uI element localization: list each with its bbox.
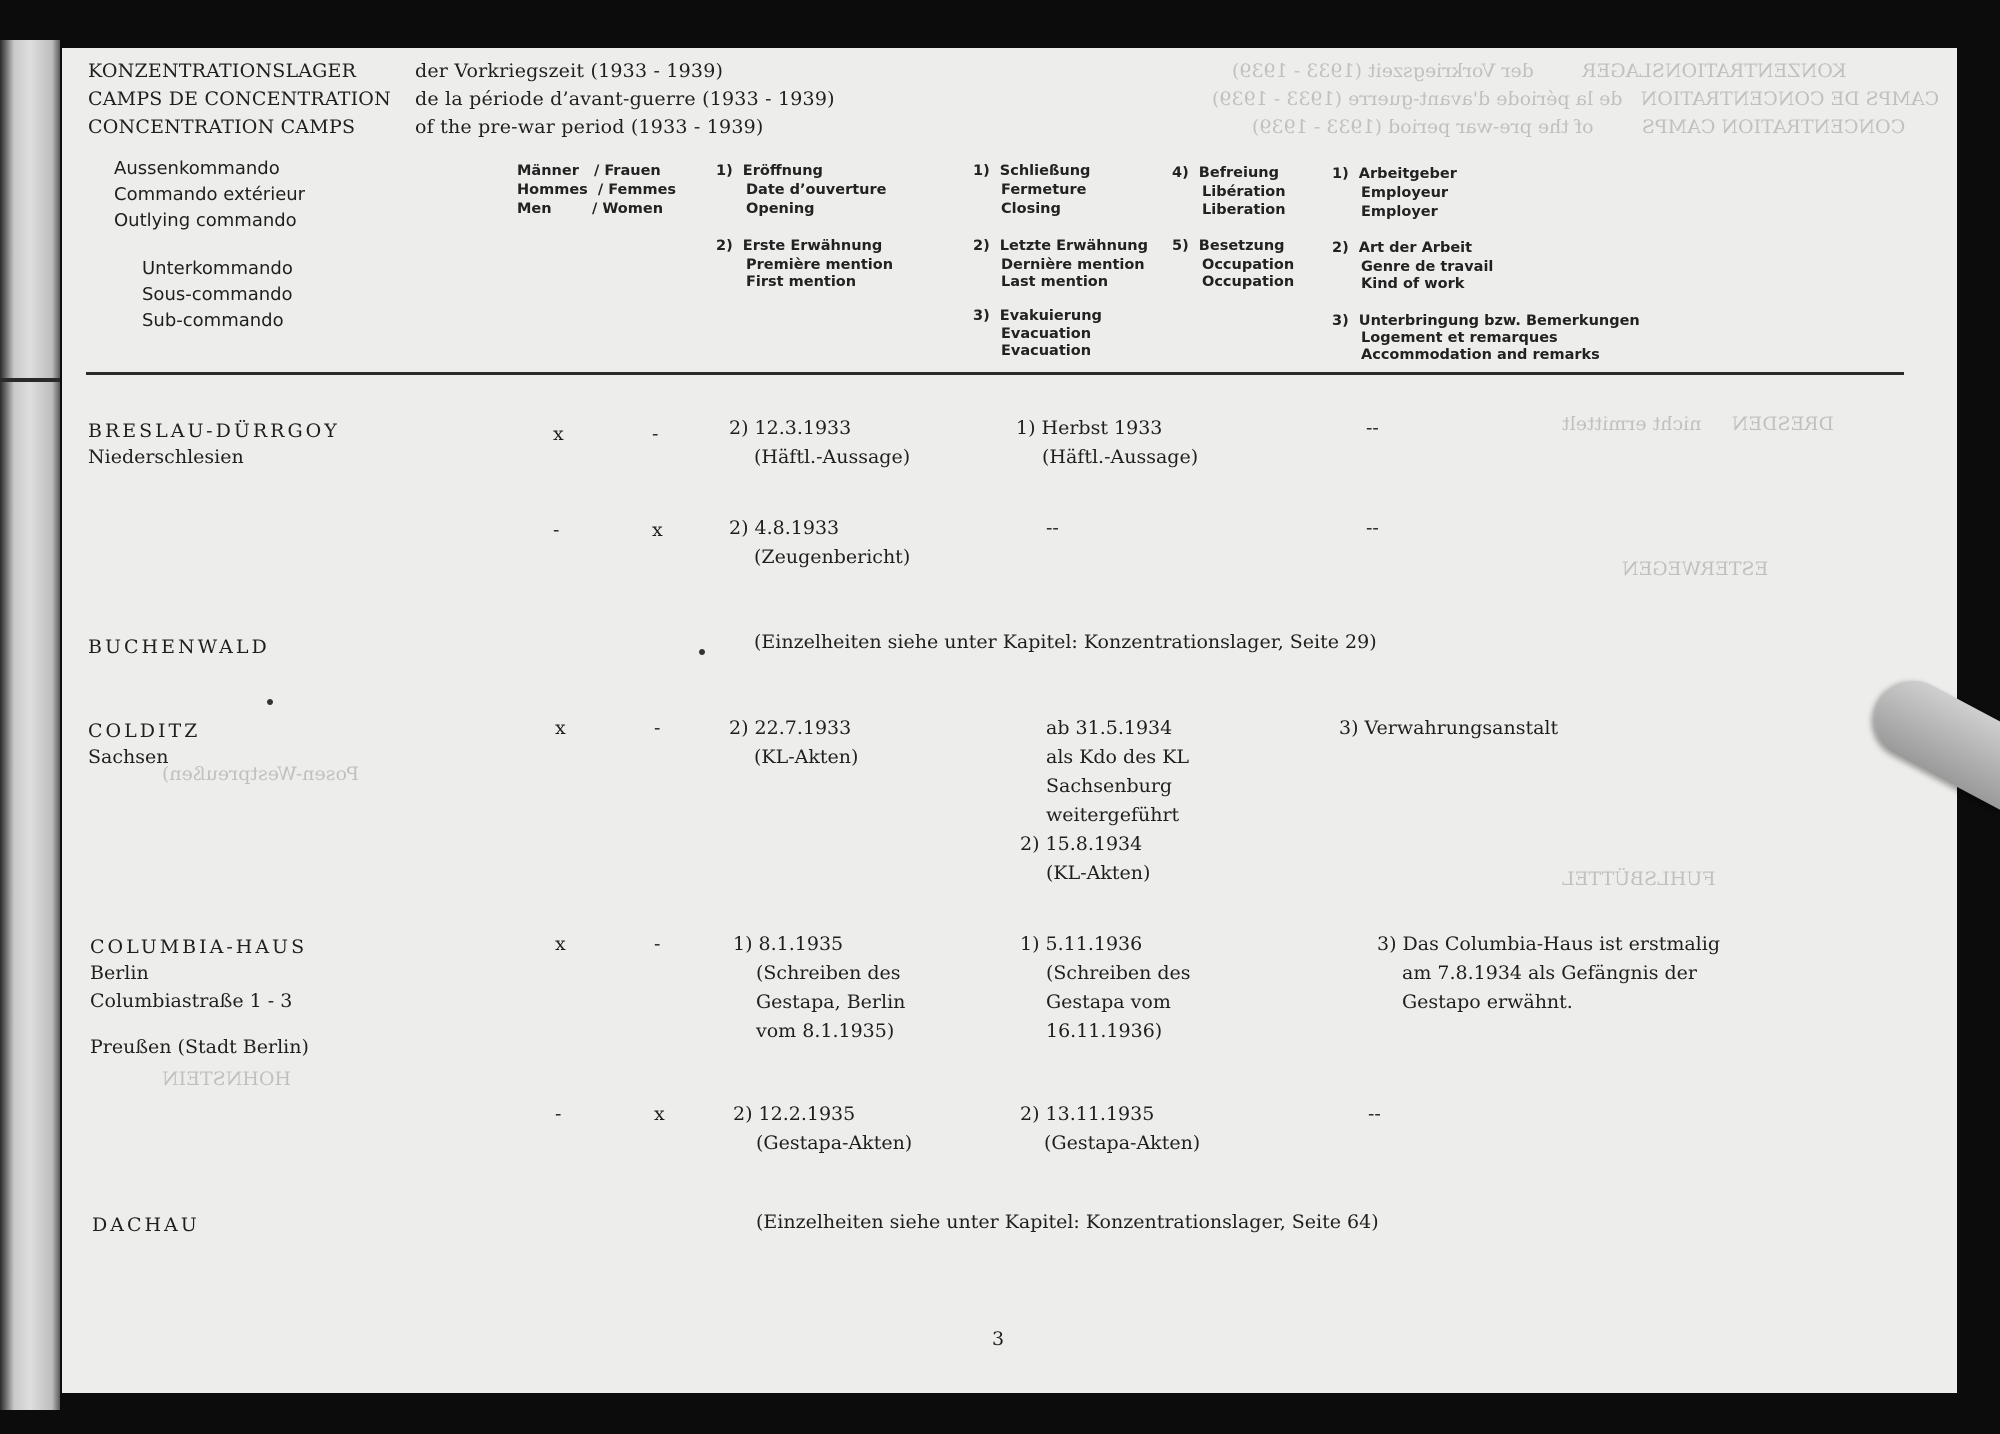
- legend-liberation-en: Liberation: [1202, 202, 1286, 218]
- remarks-line: --: [1366, 417, 1379, 439]
- legend-work-de: 2) Art der Arbeit: [1332, 240, 1473, 256]
- legend-liberation-fr: Libération: [1202, 184, 1286, 200]
- legend-work-fr: Genre de travail: [1361, 259, 1494, 275]
- remarks-line: --: [1366, 517, 1379, 539]
- binding-divider: [0, 378, 60, 382]
- men-mark: x: [553, 423, 564, 445]
- legend-remarks-en: Accommodation and remarks: [1361, 347, 1600, 363]
- legend-sub-de: Unterkommando: [142, 258, 293, 279]
- legend-occupation-fr: Occupation: [1202, 257, 1295, 273]
- legend-employer-de: 1) Arbeitgeber: [1332, 166, 1457, 182]
- closing-source: (Schreiben des: [1046, 962, 1191, 984]
- legend-sub-en: Sub-commando: [142, 310, 284, 331]
- book-binding: [0, 40, 60, 1410]
- women-mark: -: [654, 933, 661, 955]
- closing-line: ab 31.5.1934: [1046, 717, 1173, 739]
- legend-remarks-de: 3) Unterbringung bzw. Bemerkungen: [1332, 313, 1640, 329]
- legend-closing-de: 1) Schließung: [973, 163, 1091, 179]
- legend-opening-en: Opening: [746, 201, 815, 217]
- closing-source: (Häftl.-Aussage): [1042, 446, 1199, 468]
- legend-evacuation-en: Evacuation: [1001, 343, 1092, 359]
- remarks-line: am 7.8.1934 als Gefängnis der: [1402, 962, 1698, 984]
- opening-line: 2) 22.7.1933: [729, 717, 852, 739]
- men-mark: -: [555, 1103, 562, 1125]
- last-mention-line: 2) 15.8.1934: [1020, 833, 1143, 855]
- bleed-through-text: KONZENTRATIONSLAGER der Vorkriegszeit (1933 - 1939): [1232, 60, 1847, 82]
- legend-outlying-de: Aussenkommando: [114, 158, 280, 179]
- men-mark: x: [555, 717, 566, 739]
- header-rule: [86, 372, 1904, 375]
- legend-employer-en: Employer: [1361, 204, 1438, 220]
- closing-line: Sachsenburg: [1046, 775, 1173, 797]
- legend-closing-fr: Fermeture: [1001, 182, 1087, 198]
- opening-source: (KL-Akten): [754, 746, 859, 768]
- opening-line: 1) 8.1.1935: [733, 933, 844, 955]
- closing-line: 1) 5.11.1936: [1020, 933, 1143, 955]
- opening-source: (Zeugenbericht): [754, 546, 911, 568]
- bleed-through-text: HOHNSTEIN: [162, 1068, 292, 1090]
- legend-last-mention-en: Last mention: [1001, 274, 1109, 290]
- men-mark: x: [555, 933, 566, 955]
- closing-source: (Gestapa-Akten): [1044, 1132, 1201, 1154]
- period-fr: de la période d’avant-guerre (1933 - 1939): [415, 88, 835, 110]
- remarks-line: 3) Verwahrungsanstalt: [1339, 717, 1559, 739]
- bleed-through-text: CAMPS DE CONCENTRATION de la période d'avant-guerre (1933 - 1939): [1212, 88, 1940, 110]
- opening-source: (Gestapa-Akten): [756, 1132, 913, 1154]
- legend-gender-en: Men / Women: [517, 201, 664, 217]
- legend-sub-fr: Sous-commando: [142, 284, 293, 305]
- opening-source: Gestapa, Berlin: [756, 991, 906, 1013]
- closing-line: als Kdo des KL: [1046, 746, 1190, 768]
- page-number: 3: [992, 1328, 1005, 1350]
- speck: [267, 699, 273, 705]
- women-mark: -: [652, 423, 659, 445]
- legend-gender-fr: Hommes / Femmes: [517, 182, 677, 198]
- women-mark: x: [654, 1103, 665, 1125]
- legend-first-mention-en: First mention: [746, 274, 857, 290]
- legend-first-mention-fr: Première mention: [746, 257, 894, 273]
- legend-opening-fr: Date d’ouverture: [746, 182, 887, 198]
- camp-region-columbia-haus: Berlin: [90, 962, 149, 984]
- camp-region-breslau: Niederschlesien: [88, 446, 244, 468]
- women-mark: -: [654, 717, 661, 739]
- legend-last-mention-de: 2) Letzte Erwähnung: [973, 238, 1148, 254]
- legend-liberation-de: 4) Befreiung: [1172, 165, 1279, 181]
- bleed-through-text: ESTERWEGEN: [1622, 558, 1769, 580]
- legend-last-mention-fr: Dernière mention: [1001, 257, 1145, 273]
- title-en: CONCENTRATION CAMPS: [88, 116, 356, 138]
- closing-line: weitergeführt: [1046, 804, 1180, 826]
- title-de: KONZENTRATIONSLAGER: [88, 60, 357, 82]
- remarks-line: --: [1368, 1103, 1381, 1125]
- speck: [699, 649, 705, 655]
- closing-source: Gestapa vom: [1046, 991, 1171, 1013]
- camp-region-colditz: Sachsen: [88, 746, 169, 768]
- opening-source: vom 8.1.1935): [756, 1020, 895, 1042]
- title-fr: CAMPS DE CONCENTRATION: [88, 88, 391, 110]
- remarks-line: 3) Das Columbia-Haus ist erstmalig: [1377, 933, 1720, 955]
- period-en: of the pre-war period (1933 - 1939): [415, 116, 764, 138]
- legend-remarks-fr: Logement et remarques: [1361, 330, 1558, 346]
- legend-evacuation-de: 3) Evakuierung: [973, 308, 1102, 324]
- legend-gender-de: Männer / Frauen: [517, 163, 661, 179]
- opening-line: 2) 4.8.1933: [729, 517, 840, 539]
- legend-outlying-fr: Commando extérieur: [114, 184, 306, 205]
- legend-opening-de: 1) Eröffnung: [716, 163, 823, 179]
- camp-address: Columbiastraße 1 - 3: [90, 990, 293, 1012]
- camp-name-breslau: BRESLAU-DÜRRGOY: [88, 420, 340, 442]
- legend-first-mention-de: 2) Erste Erwähnung: [716, 238, 883, 254]
- opening-source: (Häftl.-Aussage): [754, 446, 911, 468]
- legend-closing-en: Closing: [1001, 201, 1061, 217]
- legend-employer-fr: Employeur: [1361, 185, 1449, 201]
- period-de: der Vorkriegszeit (1933 - 1939): [415, 60, 724, 82]
- closing-line: 1) Herbst 1933: [1016, 417, 1163, 439]
- remarks-line: Gestapo erwähnt.: [1402, 991, 1573, 1013]
- closing-line: 2) 13.11.1935: [1020, 1103, 1155, 1125]
- legend-occupation-en: Occupation: [1202, 274, 1295, 290]
- bleed-through-text: Posen-Westpreußen): [162, 763, 359, 785]
- legend-outlying-en: Outlying commando: [114, 210, 297, 231]
- bleed-through-text: CONCENTRATION CAMPS of the pre-war period (1933 - 1939): [1252, 116, 1906, 138]
- last-mention-source: (KL-Akten): [1046, 862, 1151, 884]
- document-page: [62, 48, 1957, 1393]
- legend-occupation-de: 5) Besetzung: [1172, 238, 1285, 254]
- bleed-through-text: DRESDEN nicht ermittelt: [1562, 413, 1834, 435]
- women-mark: x: [652, 519, 663, 541]
- legend-evacuation-fr: Evacuation: [1001, 326, 1092, 342]
- closing-line: --: [1046, 517, 1059, 539]
- camp-name-buchenwald: BUCHENWALD: [88, 636, 270, 658]
- men-mark: -: [553, 519, 560, 541]
- legend-work-en: Kind of work: [1361, 276, 1465, 292]
- opening-line: 2) 12.2.1935: [733, 1103, 856, 1125]
- cross-reference-note: (Einzelheiten siehe unter Kapitel: Konzentrationslager, Seite 64): [756, 1211, 1379, 1233]
- opening-line: 2) 12.3.1933: [729, 417, 852, 439]
- camp-name-columbia-haus: COLUMBIA-HAUS: [90, 936, 308, 958]
- opening-source: (Schreiben des: [756, 962, 901, 984]
- camp-name-colditz: COLDITZ: [88, 720, 201, 742]
- bleed-through-text: FUHLSBÜTTEL: [1562, 868, 1716, 890]
- camp-name-dachau: DACHAU: [92, 1214, 200, 1236]
- closing-source: 16.11.1936): [1046, 1020, 1163, 1042]
- camp-state: Preußen (Stadt Berlin): [90, 1036, 309, 1058]
- cross-reference-note: (Einzelheiten siehe unter Kapitel: Konzentrationslager, Seite 29): [754, 631, 1377, 653]
